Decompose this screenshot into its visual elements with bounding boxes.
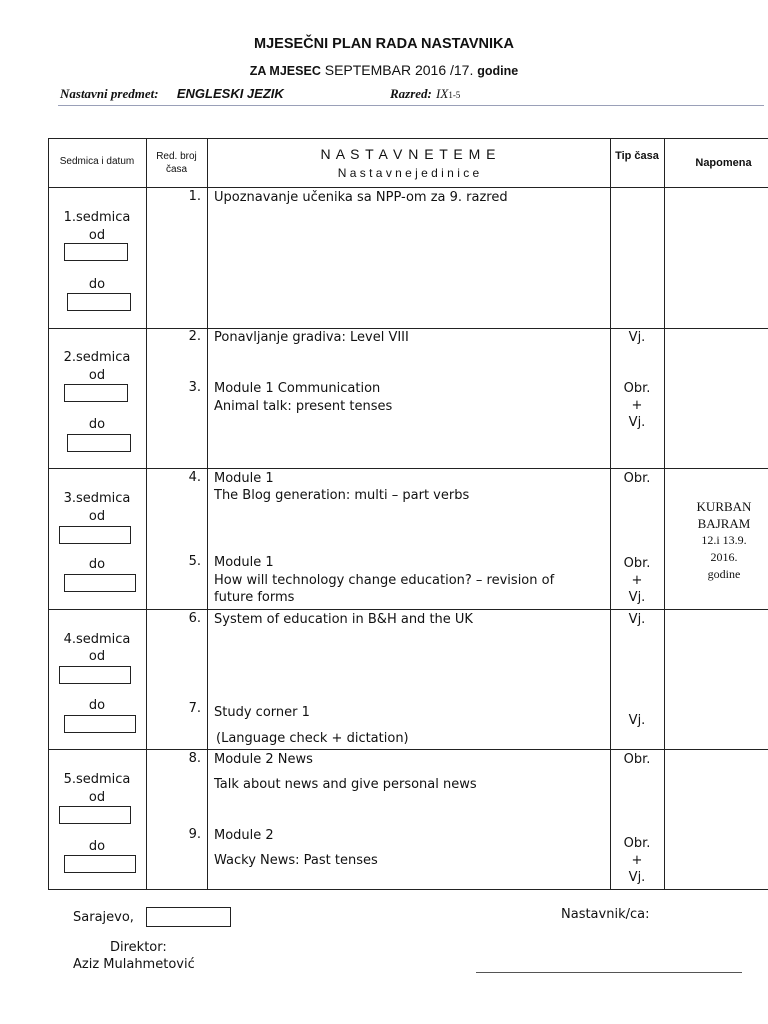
director-label: Direktor: <box>110 940 167 955</box>
teacher-label: Nastavnik/ca: <box>561 907 650 922</box>
row-divider <box>48 187 768 188</box>
lesson-type: + <box>631 853 643 868</box>
do-label: do <box>88 839 106 854</box>
holiday-note: 2016. <box>710 550 738 564</box>
header-units: N a s t a v n e j e d i n i c e <box>337 166 480 180</box>
date-field[interactable] <box>146 907 231 927</box>
lesson-type: Obr. <box>623 752 651 767</box>
subtitle-suffix: godine <box>477 64 519 78</box>
od-label: od <box>88 509 106 524</box>
subject-line <box>60 86 284 102</box>
lesson-text: Module 1 <box>214 555 274 570</box>
holiday-note: 12.i 13.9. <box>701 533 747 547</box>
holiday-note: KURBAN <box>696 499 752 514</box>
week-label: 4.sedmica <box>63 632 131 647</box>
lesson-number: 3. <box>188 380 201 395</box>
lesson-number: 6. <box>188 611 201 626</box>
date-to-field[interactable] <box>64 715 136 733</box>
od-label: od <box>88 228 106 243</box>
row-divider <box>48 749 768 750</box>
header-week: Sedmica i datum <box>59 156 135 167</box>
week-label: 2.sedmica <box>63 350 131 365</box>
date-to-field[interactable] <box>64 574 136 592</box>
do-label: do <box>88 557 106 572</box>
od-label: od <box>88 368 106 383</box>
lesson-type: + <box>631 573 643 588</box>
lesson-text: (Language check + dictation) <box>216 731 409 746</box>
lesson-text: Talk about news and give personal news <box>214 777 477 792</box>
director-name: Aziz Mulahmetović <box>73 957 195 972</box>
do-label: do <box>88 698 106 713</box>
lesson-text: Study corner 1 <box>214 705 310 720</box>
week-label: 3.sedmica <box>63 491 131 506</box>
subtitle-prefix: ZA MJESEC <box>249 64 321 78</box>
lesson-text: Animal talk: present tenses <box>214 399 393 414</box>
holiday-note: BAJRAM <box>697 516 751 531</box>
header-type: Tip časa <box>615 150 659 162</box>
lesson-type: Obr. <box>623 556 651 571</box>
lesson-number: 2. <box>188 329 201 344</box>
lesson-text: How will technology change education? – revision of <box>214 573 555 588</box>
grade-value: IX <box>436 86 449 101</box>
col-divider <box>610 138 611 890</box>
place-label: Sarajevo, <box>73 910 134 925</box>
holiday-note: godine <box>707 567 741 581</box>
lesson-text: Upoznavanje učenika sa NPP-om za 9. razred <box>214 190 508 205</box>
od-label: od <box>88 790 106 805</box>
header-note: Napomena <box>695 157 752 169</box>
lesson-text: future forms <box>214 590 295 605</box>
lesson-type: Obr. <box>623 381 651 396</box>
lesson-type: + <box>631 398 643 413</box>
lesson-text: Ponavljanje gradiva: Level VIII <box>214 330 409 345</box>
od-label: od <box>88 649 106 664</box>
lesson-type: Vj. <box>628 590 646 605</box>
lesson-number: 9. <box>188 827 201 842</box>
col-divider <box>146 138 147 890</box>
lesson-number: 4. <box>188 470 201 485</box>
grade-line <box>390 86 460 102</box>
date-from-field[interactable] <box>59 666 131 684</box>
do-label: do <box>88 277 106 292</box>
lesson-type: Obr. <box>623 471 651 486</box>
date-from-field[interactable] <box>64 384 128 402</box>
lesson-type: Vj. <box>628 330 646 345</box>
lesson-type: Vj. <box>628 870 646 885</box>
lesson-type: Vj. <box>628 415 646 430</box>
week-label: 1.sedmica <box>63 210 131 225</box>
lesson-number: 5. <box>188 554 201 569</box>
signature-line <box>476 972 742 973</box>
date-to-field[interactable] <box>64 855 136 873</box>
lesson-text: Module 2 News <box>214 752 313 767</box>
do-label: do <box>88 417 106 432</box>
lesson-text: Module 2 <box>214 828 274 843</box>
header-rule <box>58 105 764 106</box>
row-divider <box>48 609 768 610</box>
date-from-field[interactable] <box>59 806 131 824</box>
lesson-text: Module 1 <box>214 471 274 486</box>
row-divider <box>48 468 768 469</box>
lesson-text: Module 1 Communication <box>214 381 381 396</box>
date-from-field[interactable] <box>64 243 128 261</box>
grade-sub: 1-5 <box>448 90 461 100</box>
document-title: MJESEČNI PLAN RADA NASTAVNIKA <box>254 36 514 52</box>
subject-value: ENGLESKI JEZIK <box>176 86 284 101</box>
lesson-number: 1. <box>188 189 201 204</box>
lesson-text: The Blog generation: multi – part verbs <box>214 488 470 503</box>
date-to-field[interactable] <box>67 434 131 452</box>
subtitle-month: SEPTEMBAR 2016 /17. <box>324 62 474 78</box>
lesson-text: System of education in B&H and the UK <box>214 612 473 627</box>
lesson-number: 7. <box>188 701 201 716</box>
header-lesson-no: Red. broj časa <box>156 151 197 175</box>
grade-label: Razred: <box>390 86 432 101</box>
document-subtitle <box>0 62 768 78</box>
date-to-field[interactable] <box>67 293 131 311</box>
col-divider <box>207 138 208 890</box>
lesson-text: Wacky News: Past tenses <box>214 853 378 868</box>
lesson-type: Vj. <box>628 612 646 627</box>
subject-label: Nastavni predmet: <box>60 86 159 101</box>
lesson-type: Vj. <box>628 713 646 728</box>
col-divider <box>664 138 665 890</box>
date-from-field[interactable] <box>59 526 131 544</box>
lesson-type: Obr. <box>623 836 651 851</box>
lesson-number: 8. <box>188 751 201 766</box>
header-topics: N A S T A V N E T E M E <box>320 146 497 162</box>
week-label: 5.sedmica <box>63 772 131 787</box>
